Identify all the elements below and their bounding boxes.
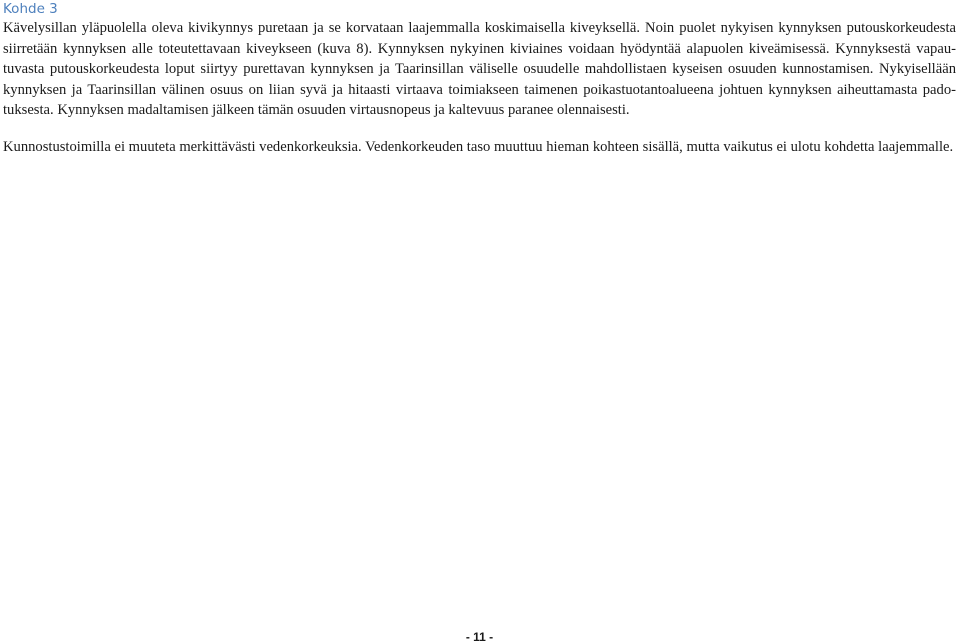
page-number: - 11 -	[465, 630, 494, 644]
body-paragraph-2: Kunnostustoimilla ei muuteta merkittävästi vedenkorkeuksia. Vedenkorkeuden taso muuttuu hieman kohteen sisällä, mutta vaikutus ei ulotu kohdetta laajemmalle.	[3, 138, 954, 155]
section-heading: Kohde 3	[3, 1, 58, 17]
body-paragraph-1: Kävelysillan yläpuolella oleva kivikynnys puretaan ja se korvataan laajemmalla koskimaisella kiveyksellä. Noin puolet nykyisen kynnyksen putouskorkeudesta siirretään kynnyksen alle toteutettavaan kiveykseen (kuva 8). Kynnyksen nykyinen kiviaines voidaan hyödyntää alapuolen kiveämisessä. Kynnyksestä vapautuvasta putouskorkeudesta loput siirtyy purettavan kynnyksen ja Taarinsillan väliselle osuudelle mahdollistaen kyseisen osuuden kunnostamisen. Nykyisellään kynnyksen ja Taarinsillan välinen osuus on liian syvä ja hitaasti virtaava toimiakseen taimenen poikastuotantoalueena johtuen kynnyksen aiheuttamasta padotuksesta. Kynnyksen madaltamisen jälkeen tämän osuuden virtausnopeus ja kaltevuus paranee olennaisesti.	[3, 20, 956, 119]
document-page	[3, 0, 956, 158]
